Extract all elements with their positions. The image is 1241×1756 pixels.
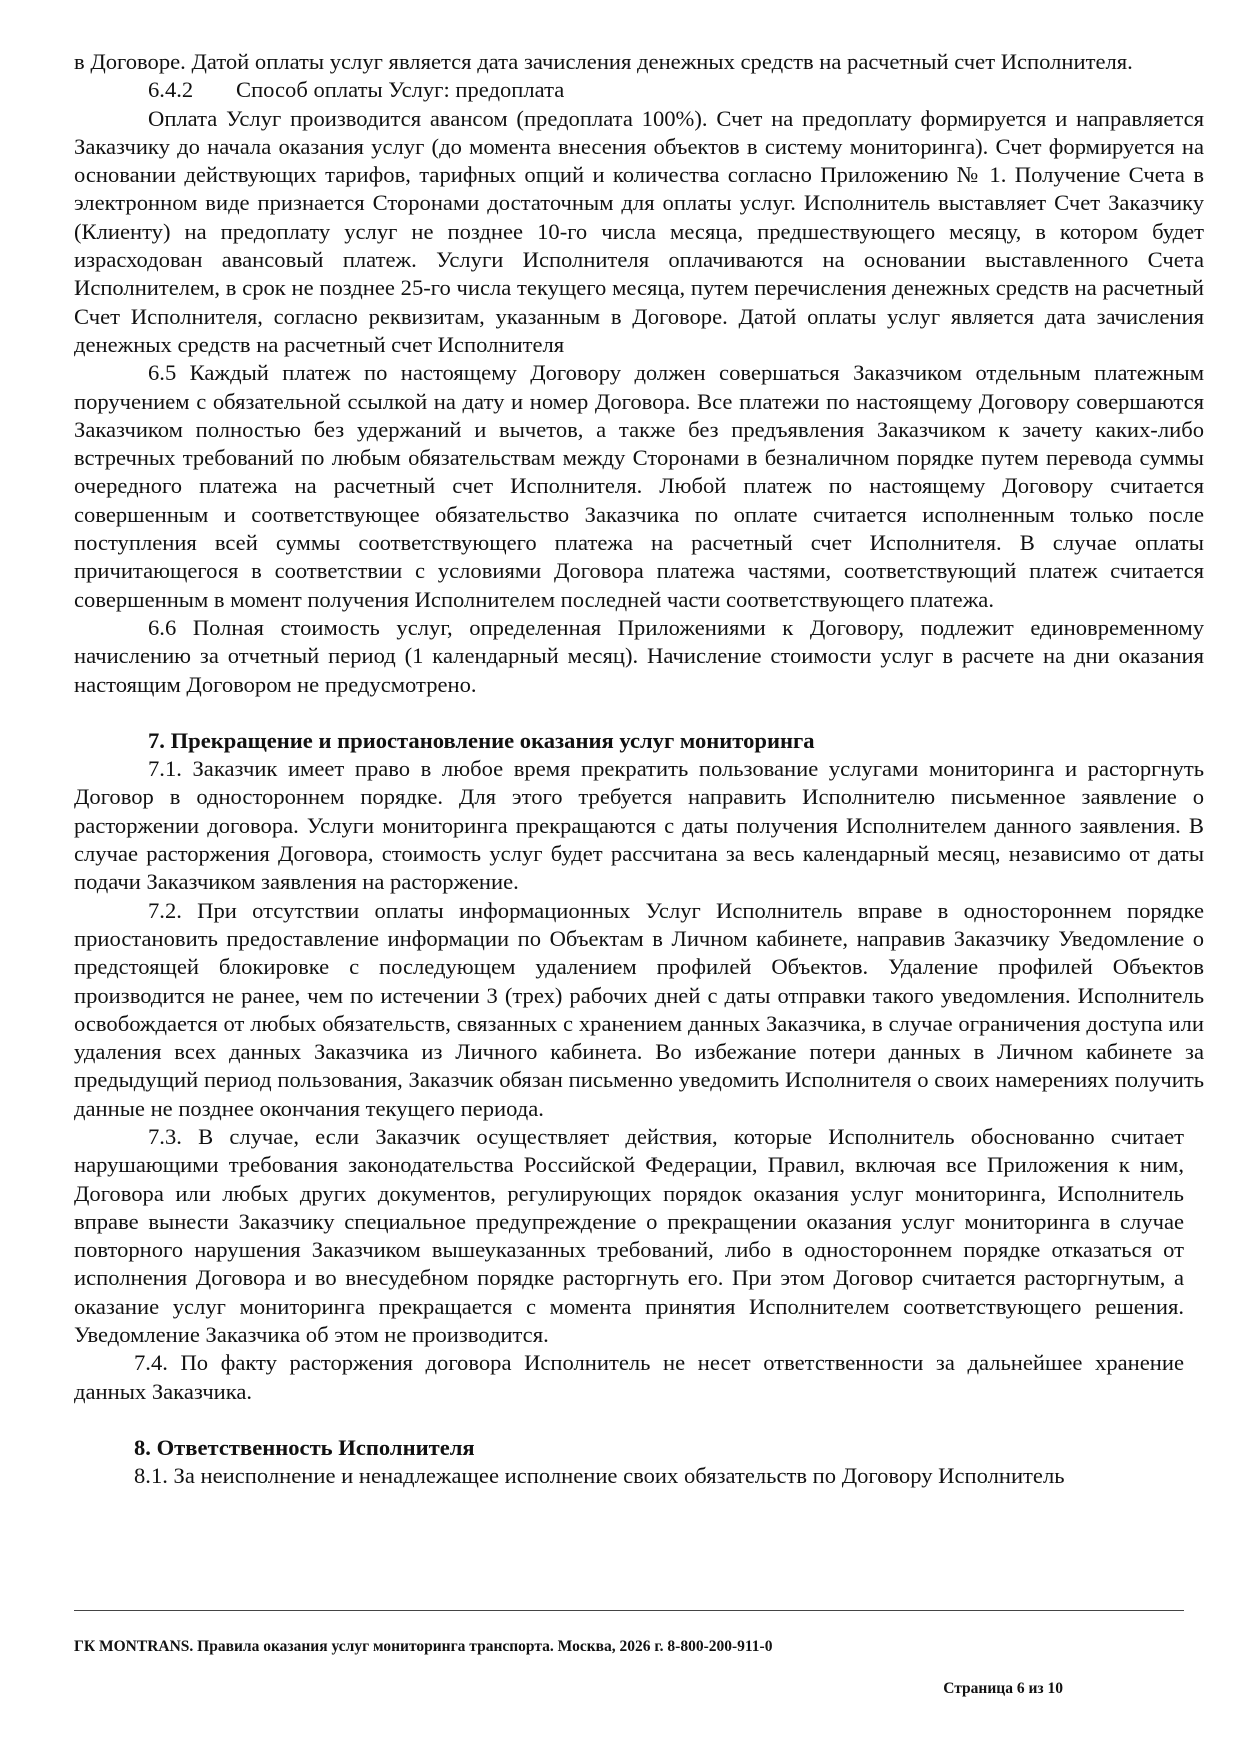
paragraph-6-5: 6.5 Каждый платеж по настоящему Договору должен совершаться Заказчиком отдельным платежным поручением с обязательной ссылкой на дату и номер Договора. Все платежи по настоящему Договору совершаются Заказчиком полностью без удержаний и вычетов, а также без предъявления Заказчиком к зачету каких-либо встречных требований по любым обязательствам между Сторонами в безналичном порядке путем перевода суммы очередного платежа на расчетный счет Исполнителя. Любой платеж по настоящему Договору считается совершенным и соответствующее обязательство Заказчика по оплате считается исполненным только после поступления всей суммы соответствующего платежа на расчетный счет Исполнителя. В случае оплаты причитающегося в соответствии с условиями Договора платежа частями, соответствующий платеж считается совершенным в момент получения Исполнителем последней части соответствующего платежа.: [74, 360, 1204, 612]
footer-divider: [74, 1610, 1184, 1611]
clause-text: Способ оплаты Услуг: предоплата: [236, 77, 565, 103]
paragraph-7-2: 7.2. При отсутствии оплаты информационных Услуг Исполнитель вправе в одностороннем порядке приостановить предоставление информации по Объектам в Личном кабинете, направив Заказчику Уведомление о предстоящей блокировке с последующем удалением профилей Объектов. Удаление профилей Объектов производится не ранее, чем по истечении 3 (трех) рабочих дней с даты отправки такого уведомления. Исполнитель освобождается от любых обязательств, связанных с хранением данных Заказчика, в случае ограничения доступа или удаления всех данных Заказчика из Личного кабинета. Во избежание потери данных в Личном кабинете за предыдущий период пользования, Заказчик обязан письменно уведомить Исполнителя о своих намерениях получить данные не позднее окончания текущего периода.: [74, 897, 1204, 1121]
spacer: [74, 699, 1204, 727]
spacer: [74, 1406, 1204, 1434]
page-footer: [74, 1610, 1184, 1657]
paragraph-7-4: 7.4. По факту расторжения договора Исполнитель не несет ответственности за дальнейшее хранение данных Заказчика.: [74, 1350, 1184, 1404]
paragraph-7-3: 7.3. В случае, если Заказчик осуществляет действия, которые Исполнитель обоснованно считает нарушающими требования законодательства Российской Федерации, Правил, включая все Приложения к ним, Договора или любых других документов, регулирующих порядок оказания услуг мониторинга, Исполнитель вправе вынести Заказчику специальное предупреждение о прекращении оказания услуг мониторинга в случае повторного нарушения Заказчиком вышеуказанных требований, либо в одностороннем порядке отказаться от исполнения Договора и во внесудебном порядке расторгнуть его. При этом Договор считается расторгнутым, а оказание услуг мониторинга прекращается с момента принятия Исполнителем соответствующего решения. Уведомление Заказчика об этом не производится.: [74, 1123, 1184, 1348]
footer-text: ГК MONTRANS. Правила оказания услуг мониторинга транспорта. Москва, 2026 г. 8-800-200-911-0: [74, 1638, 773, 1655]
paragraph-8-1: 8.1. За неисполнение и ненадлежащее исполнение своих обязательств по Договору Исполнитель: [134, 1463, 1065, 1489]
clause-number: 6.4.2: [148, 77, 194, 103]
paragraph-6-4-1-tail: в Договоре. Датой оплаты услуг является дата зачисления денежных средств на расчетный счет Исполнителя.: [74, 49, 1133, 74]
section-8-title: 8. Ответственность Исполнителя: [134, 1434, 475, 1460]
paragraph-7-1: 7.1. Заказчик имеет право в любое время прекратить пользование услугами мониторинга и расторгнуть Договор в одностороннем порядке. Для этого требуется направить Исполнителю письменное заявление о расторжении договора. Услуги мониторинга прекращаются с даты получения Исполнителем данного заявления. В случае расторжения Договора, стоимость услуг будет рассчитана за весь календарный месяц, независимо от даты подачи Заказчиком заявления на расторжение.: [74, 756, 1204, 895]
paragraph-6-6: 6.6 Полная стоимость услуг, определенная Приложениями к Договору, подлежит единовременному начислению за отчетный период (1 календарный месяц). Начисление стоимости услуг в расчете на дни оказания настоящим Договором не предусмотрено.: [74, 614, 1204, 697]
page-number: Страница 6 из 10: [943, 1680, 1063, 1697]
document-page: [74, 48, 1204, 1491]
section-7-title: 7. Прекращение и приостановление оказания услуг мониторинга: [148, 727, 815, 753]
paragraph-6-4-2: [74, 76, 1204, 104]
paragraph-prepayment: Оплата Услуг производится авансом (предоплата 100%). Счет на предоплату формируется и направляется Заказчику до начала оказания услуг (до момента внесения объектов в систему мониторинга). Счет формируется на основании действующих тарифов, тарифных опций и количества согласно Приложению № 1. Получение Счета в электронном виде признается Сторонами достаточным для оплаты услуг. Исполнитель выставляет Счет Заказчику (Клиенту) на предоплату услуг не позднее 10-го числа месяца, предшествующего месяцу, в котором будет израсходован авансовый платеж. Услуги Исполнителя оплачиваются на основании выставленного Счета Исполнителем, в срок не позднее 25-го числа текущего месяца, путем перечисления денежных средств на расчетный Счет Исполнителя, согласно реквизитам, указанным в Договоре. Датой оплаты услуг является дата зачисления денежных средств на расчетный счет Исполнителя: [74, 105, 1204, 357]
